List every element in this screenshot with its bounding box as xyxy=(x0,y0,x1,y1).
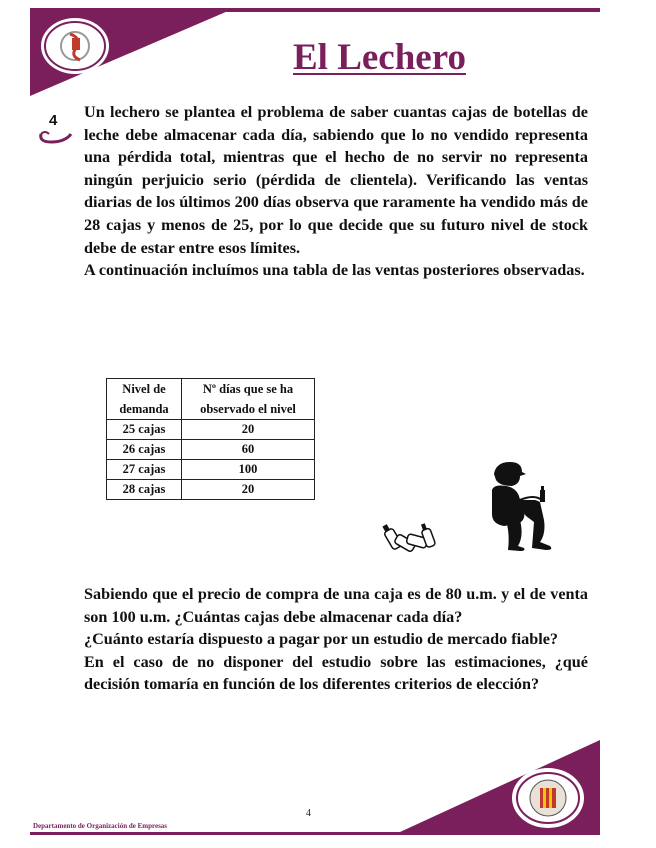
cell-days: 60 xyxy=(182,440,315,460)
university-seal-icon xyxy=(530,780,566,816)
problem-paragraph: Un lechero se plantea el problema de saber cuantas cajas de botellas de leche debe almacenar cada día, sabiendo que lo no vendido representa una pérdida total, mientras que el hecho de no servir no representa ningún perjuicio serio (pérdida de clientela). Verificando las ventas diarias de los últimos 200 días observa que raramente ha vendido más de 28 cajas y menos de 25, por lo que decide que su futuro nivel de stock debe de estar entre esos límites. xyxy=(84,103,588,257)
exercise-number-badge xyxy=(37,112,77,148)
cell-days: 100 xyxy=(182,460,315,480)
milk-bottles-icon xyxy=(382,517,442,557)
question-paragraph: ¿Cuánto estaría dispuesto a pagar por un estudio de mercado fiable? xyxy=(84,630,558,649)
cell-days: 20 xyxy=(182,480,315,500)
problem-paragraph: A continuación incluímos una tabla de las ventas posteriores observadas. xyxy=(84,261,585,280)
question-paragraph: En el caso de no disponer del estudio sobre las estimaciones, ¿qué decisión tomaría en función de los diferentes criterios de elección? xyxy=(84,652,588,694)
table-row xyxy=(107,420,315,440)
column-header-days: Nº días que se ha observado el nivel xyxy=(182,379,315,420)
cell-days: 20 xyxy=(182,420,315,440)
column-header-demand: Nivel de demanda xyxy=(107,379,182,420)
corner-decoration-bottom-right xyxy=(400,740,600,835)
problem-statement xyxy=(84,101,588,282)
table-header-row xyxy=(107,379,315,420)
page-number: 4 xyxy=(306,808,311,819)
sales-table xyxy=(106,378,315,500)
cell-demand: 28 cajas xyxy=(107,480,182,500)
questions-block xyxy=(84,583,588,696)
cell-demand: 27 cajas xyxy=(107,460,182,480)
department-label: Departamento de Organización de Empresas xyxy=(33,822,168,830)
question-paragraph: Sabiendo que el precio de compra de una caja es de 80 u.m. y el de venta son 100 u.m. ¿Cuántas cajas debe almacenar cada día? xyxy=(84,585,588,626)
table-row xyxy=(107,460,315,480)
milkman-silhouette-icon xyxy=(484,460,574,552)
table-row xyxy=(107,480,315,500)
page-title: El Lechero xyxy=(293,37,466,78)
corner-decoration-top-left xyxy=(30,8,240,98)
footer-rule xyxy=(30,832,600,835)
exercise-number: 4 xyxy=(49,112,58,129)
table-row xyxy=(107,440,315,460)
cell-demand: 26 cajas xyxy=(107,440,182,460)
cell-demand: 25 cajas xyxy=(107,420,182,440)
